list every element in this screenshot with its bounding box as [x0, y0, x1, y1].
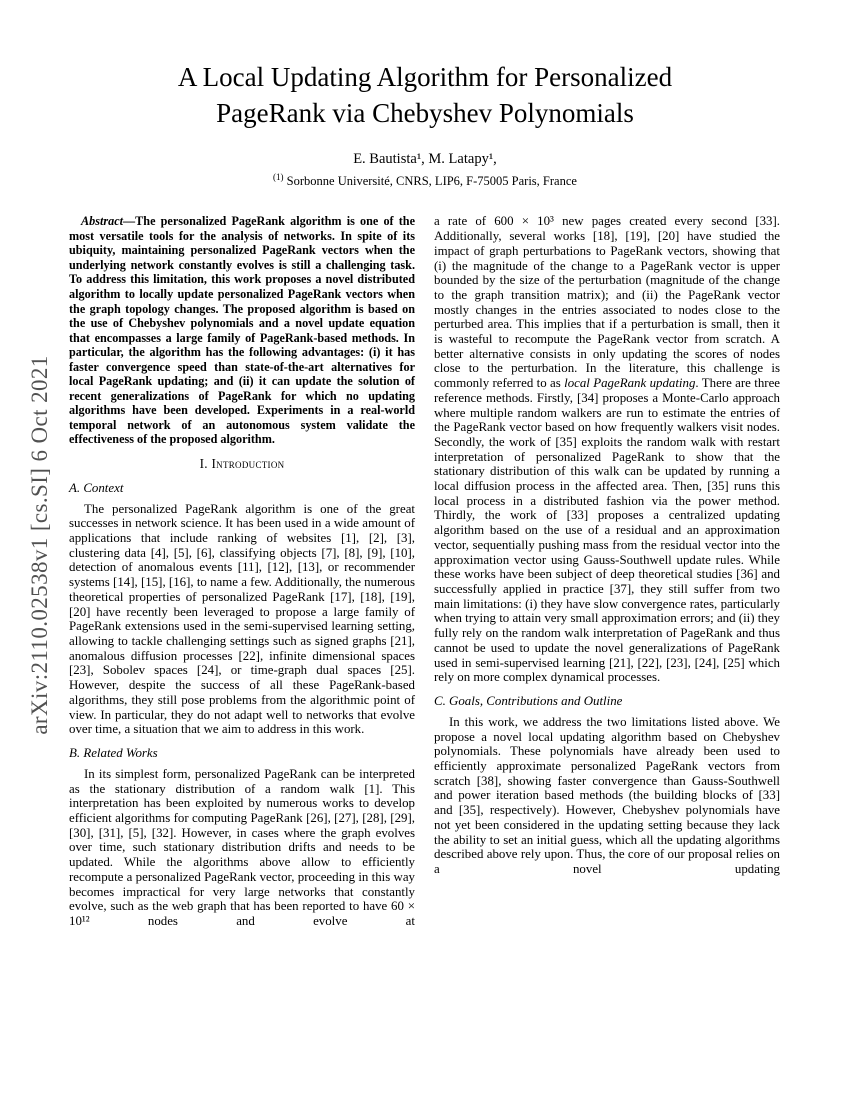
- abstract-text: The personalized PageRank algorithm is one of the most versatile tools for the analysis of networks. In spite of its ubiquity, maintaining personalized PageRank vectors when the underlying network constantly evolves is still a challenging task. To address this limitation, this work proposes a novel distributed algorithm to locally update personalized PageRank vectors when the graph topology changes. The proposed algorithm is based on the use of Chebyshev polynomials and a novel update equation that encompasses a large family of PageRank-based methods. In particular, the algorithm has the following advantages: (i) it has faster convergence speed than state-of-the-art alternatives for local PageRank updating; and (ii) it can update the solution of recent generalizations of PageRank for which no updating algorithms have been developed. Experiments in a real-world temporal network of an autonomous system validate the effectiveness of the proposed algorithm.: [69, 214, 415, 447]
- paper-title-line2: PageRank via Chebyshev Polynomials: [216, 97, 634, 128]
- related-works-continued-text: a rate of 600 × 10³ new pages created every second [33]. Additionally, several works [18], [19], [20] have studied the impact of graph perturbations to PageRank vectors, showing that (i) the magnitude of the change to a PageRank vector is upper bounded by the size of the perturbation (magnitude of the change to the graph transition matrix); and (ii) the PageRank vector mostly changes in the entries associated to nodes close to the perturbed area. This implies that if a perturbation is small, then it is wasteful to recompute the PageRank vector from scratch. A better alternative consists in only updating the scores of nodes close to the perturbation. In the literature, this challenge is commonly referred to as: [434, 214, 780, 391]
- paper-title: [0, 60, 850, 131]
- paragraph-related-works-continued: [434, 214, 780, 685]
- left-column: [69, 214, 415, 928]
- two-column-body: [69, 214, 781, 928]
- paragraph-goals: In this work, we address the two limitations listed above. We propose a novel local updating algorithm based on Chebyshev polynomials. These polynomials have already been used to efficiently approximate personalized PageRank vectors from scratch [38], showing faster convergence than Gauss-Southwell and power iteration based methods (the building blocks of [33] and [35], respectively). However, Chebyshev polynomials have not yet been considered in the updating setting because they lack the ability to set an initial guess, which all the updating algorithms described above rely upon. Thus, the core of our proposal relies on a novel updating: [434, 714, 780, 876]
- affiliation-marker: (1): [273, 172, 284, 183]
- abstract-paragraph: [69, 214, 415, 446]
- related-works-continued-text-end: . There are three reference methods. Firstly, [34] proposes a Monte-Carlo approach where multiple random walkers are run to estimate the entries of the PageRank vector based on how frequently walkers visit nodes. Secondly, the work of [35] exploits the random walk with restart interpretation of personalized PageRank to show that the stationary distribution of this walk can be updated by running a local diffusion process in the affected area. Then, [35] runs this local process in a distributed fashion via the power method. Thirdly, the work of [33] proposes a centralized updating algorithm based on the use of a residual and an approximation vector, sequentially pushing mass from the residual vector into the approximation vector using Gauss-Southwell update rules. While these works have been subject of deep theoretical studies [36] and successfully applied in practice [37], they still suffer from two main limitations: (i) they have slow convergence rates, particularly when trying to attain very small approximation errors; and (ii) they fully rely on the random walk interpretation of PageRank and thus cannot be used to update the novel generalizations of PageRank used in semi-supervised learning [21], [22], [23], [24], [25] which rely on more complex dynamical processes.: [434, 376, 781, 685]
- subsection-heading-related-works: B. Related Works: [69, 745, 158, 760]
- affiliation-line: [0, 172, 850, 189]
- paper-title-line1: A Local Updating Algorithm for Personalized: [177, 62, 673, 92]
- affiliation-text: Sorbonne Université, CNRS, LIP6, F-75005 Paris, France: [283, 174, 577, 189]
- section-heading-introduction: I. Introduction: [199, 455, 285, 471]
- paper-header: [0, 0, 850, 189]
- authors-line: E. Bautista¹, M. Latapy¹,: [353, 151, 497, 168]
- local-pagerank-updating-term: local PageRank updating: [564, 376, 696, 391]
- subsection-heading-context: A. Context: [69, 480, 124, 495]
- subsection-heading-goals: C. Goals, Contributions and Outline: [434, 693, 623, 708]
- abstract-label: Abstract—: [81, 214, 136, 229]
- right-column: [434, 214, 780, 928]
- paragraph-context: The personalized PageRank algorithm is one of the great successes in network science. It has been used in a wide amount of applications that include ranking of websites [1], [2], [3], clustering data [4], [5], [6], classifying objects [7], [8], [9], [10], detection of anomalous events [11], [12], [13], or recommender systems [14], [15], [16], to name a few. Additionally, the numerous theoretical properties of personalized PageRank [17], [18], [19], [20] have recently been leveraged to propose a large family of PageRank extensions used in the semi-supervised learning setting, allowing to tackle challenging settings such as signed graphs [21], anomalous diffusion processes [22], infinite dimensional spaces [23], Sobolev spaces [24], or time-graph dual spaces [25]. However, despite the success of all these PageRank-based algorithms, they still pose problems from the algorithmic point of view. In particular, they do not adapt well to networks that evolve over time, a situation that we aim to address in this work.: [69, 501, 415, 737]
- paragraph-related-works-left: In its simplest form, personalized PageRank can be interpreted as the stationary distribution of a random walk [1]. This interpretation has been exploited by numerous works to develop efficient algorithms for computing PageRank [26], [27], [28], [29], [30], [31], [5], [32]. However, in cases where the graph evolves over time, such stationary distribution drifts and needs to be updated. While the algorithms above allow to efficiently recompute a personalized PageRank vector, proceeding in this way becomes impractical for very large networks that constantly evolve, such as the web graph that has been reported to have 60 × 10¹² nodes and evolve at: [69, 766, 415, 928]
- arxiv-watermark: arXiv:2110.02538v1 [cs.SI] 6 Oct 2021: [27, 355, 52, 735]
